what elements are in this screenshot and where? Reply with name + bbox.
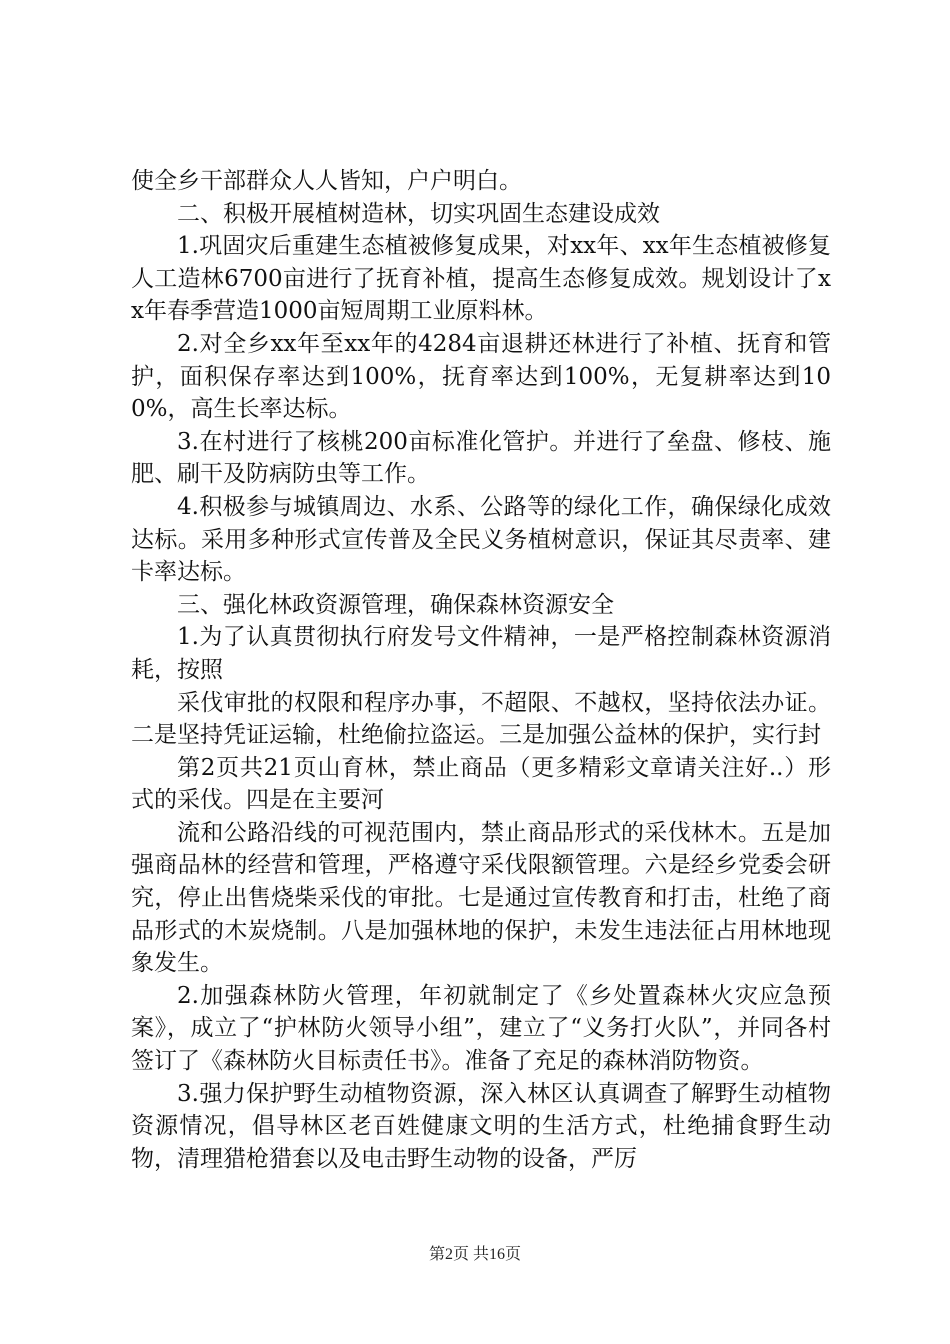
document-body [131,165,831,1175]
paragraph: 第2页共21页山育林，禁止商品（更多精彩文章请关注好..）形式的采伐。四是在主要河 [131,754,831,814]
page-footer: 第2页 共16页 [428,1246,521,1263]
paragraph: 使全乡干部群众人人皆知，户户明白。 [131,168,522,194]
paragraph: 1.为了认真贯彻执行府发号文件精神，一是严格控制森林资源消耗，按照 [131,624,831,683]
paragraph: 3.强力保护野生动植物资源，深入林区认真调查了解野生动植物资源情况，倡导林区老百姓健康文明的生活方式，杜绝捕食野生动物，清理猎枪猎套以及电击野生动物的设备，严厉 [131,1080,831,1172]
paragraph: 流和公路沿线的可视范围内，禁止商品形式的采伐林木。五是加强商品林的经营和管理，严格遵守采伐限额管理。六是经乡党委会研究，停止出售烧柴采伐的审批。七是通过宣传教育和打击，杜绝了商品形式的木炭烧制。八是加强林地的保护，未发生违法征占用林地现象发生。 [131,819,831,977]
paragraph: 4.积极参与城镇周边、水系、公路等的绿化工作，确保绿化成效达标。采用多种形式宣传普及全民义务植树意识，保证其尽责率、建卡率达标。 [131,493,831,586]
paragraph: 2.对全乡xx年至xx年的4284亩退耕还林进行了补植、抚育和管护，面积保存率达到100%，抚育率达到100%，无复耕率达到100%，高生长率达标。 [131,330,831,423]
section-heading-2: 二、积极开展植树造林，切实巩固生态建设成效 [177,200,660,227]
paragraph: 2.加强森林防火管理，年初就制定了《乡处置森林火灾应急预案》，成立了“护林防火领导小组”，建立了“义务打火队”，并同各村签订了《森林防火目标责任书》。准备了充足的森林消防物资。 [131,982,831,1075]
section-heading-3: 三、强化林政资源管理，确保森林资源安全 [177,591,614,618]
paragraph: 1.巩固灾后重建生态植被修复成果，对xx年、xx年生态植被修复人工造林6700亩进行了抚育补植，提高生态修复成效。规划设计了xx年春季营造1000亩短周期工业原料林。 [131,233,831,325]
paragraph: 3.在村进行了核桃200亩标准化管护。并进行了垒盘、修枝、施肥、刷干及防病防虫等工作。 [131,428,831,488]
paragraph: 采伐审批的权限和程序办事，不超限、不越权，坚持依法办证。二是坚持凭证运输，杜绝偷拉盗运。三是加强公益林的保护，实行封 [131,689,831,749]
